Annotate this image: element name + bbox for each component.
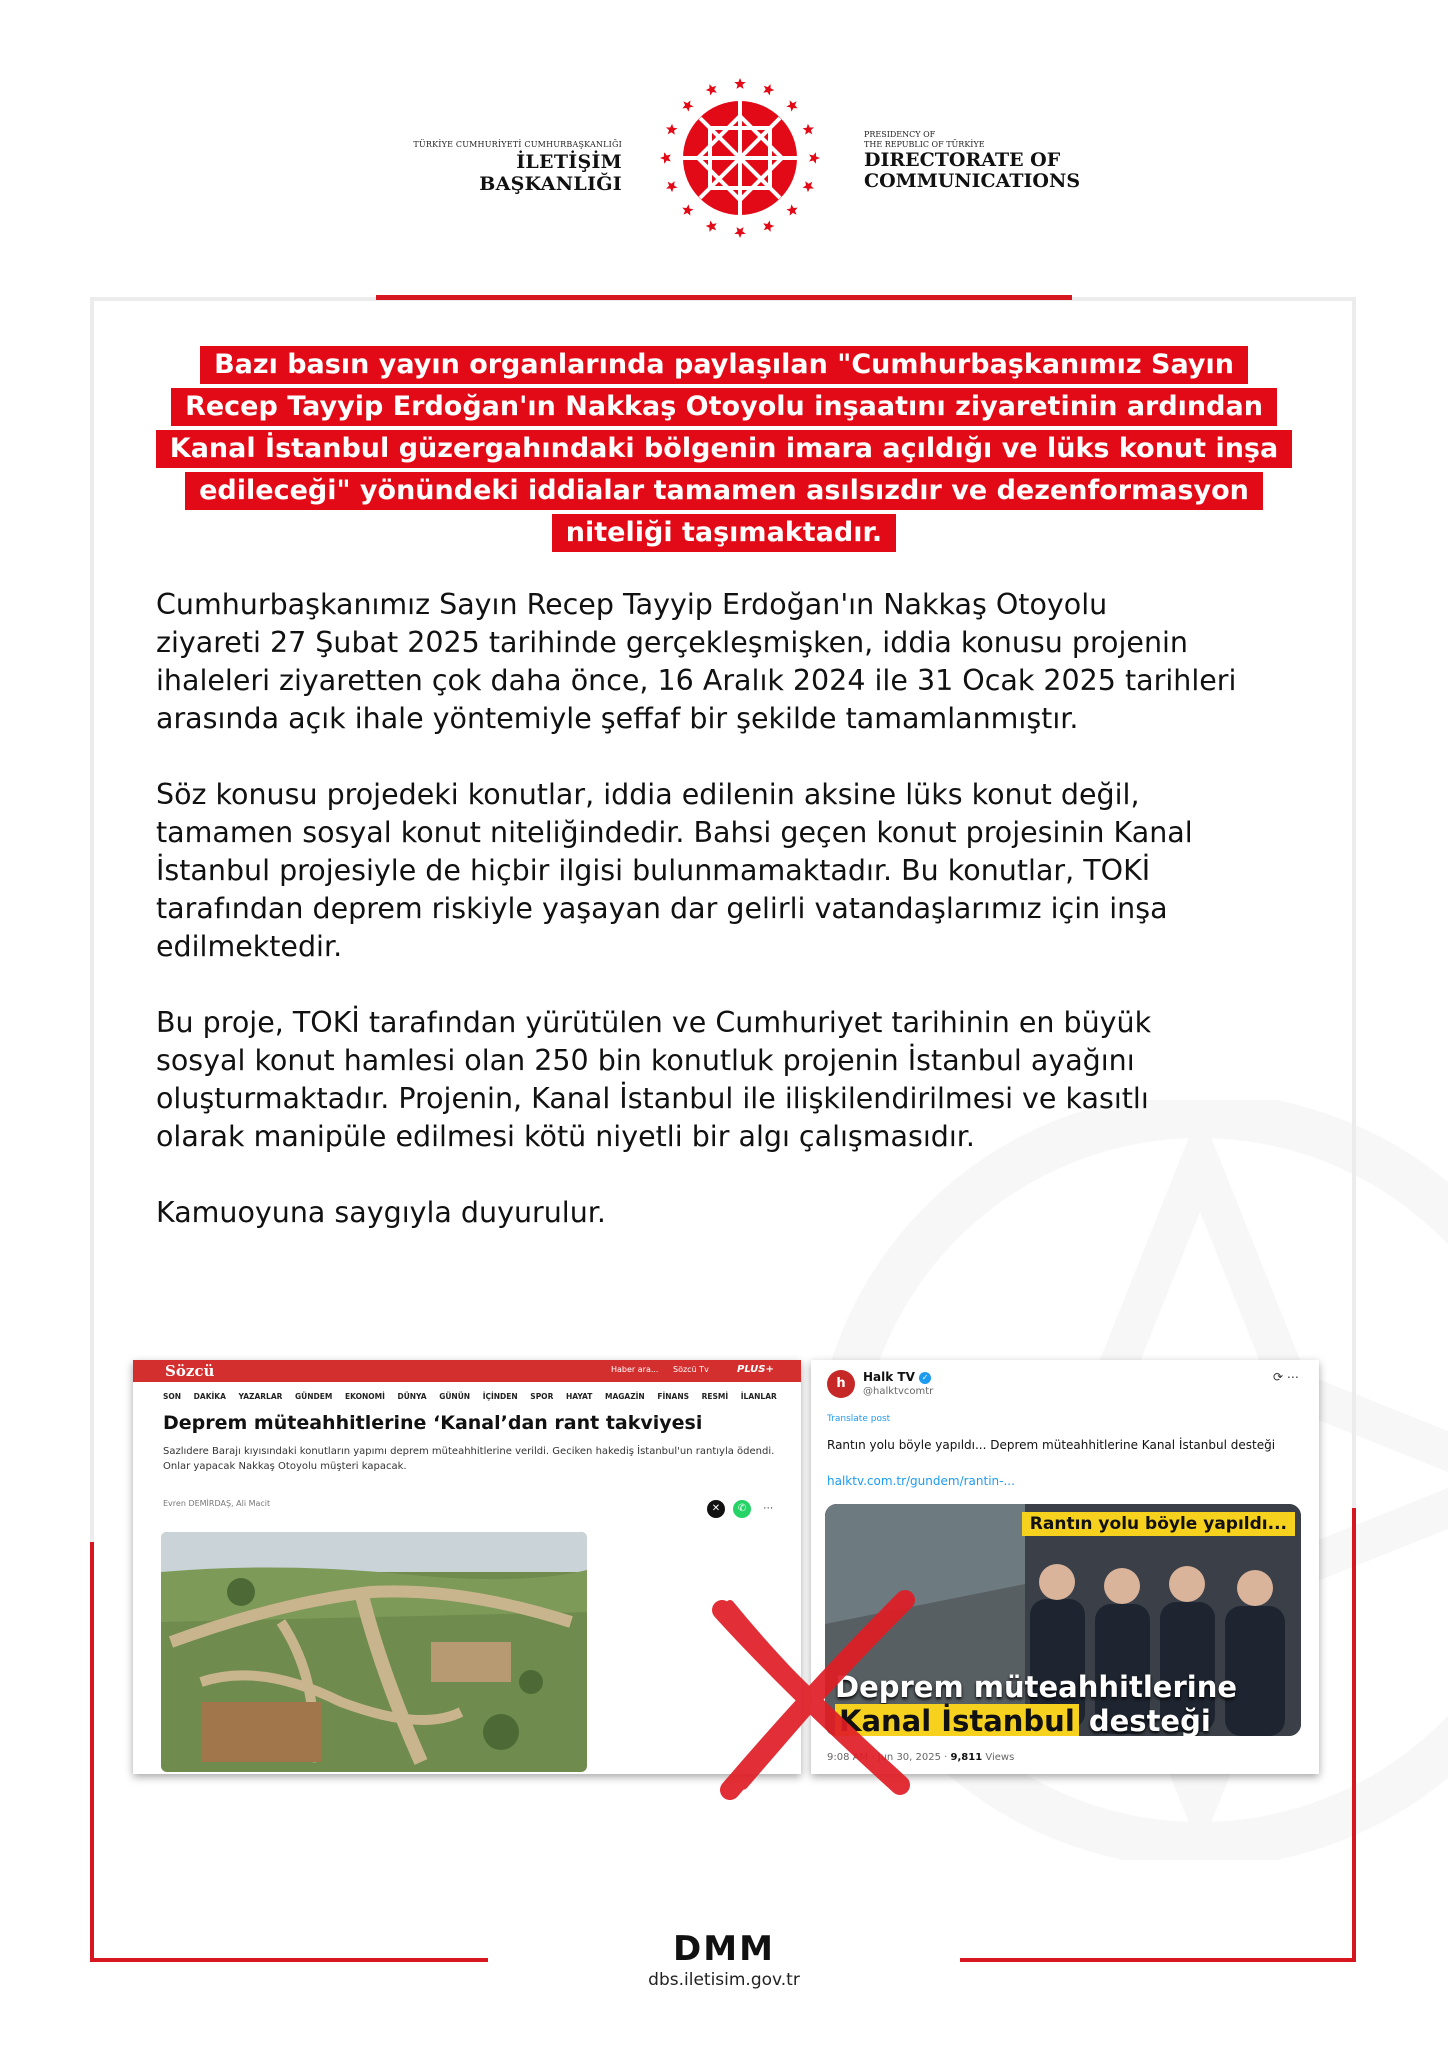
paragraph-1 <box>156 586 1316 738</box>
emblem-star <box>734 227 745 238</box>
emblem-star <box>682 100 693 111</box>
frame-right-accent <box>1352 1508 1356 1962</box>
sozcu-logo: Sözcü <box>165 1362 215 1380</box>
post-views-count: 9,811 <box>950 1752 983 1763</box>
card-banner: Rantın yolu böyle yapıldı... <box>1022 1512 1295 1536</box>
headline <box>120 344 1328 554</box>
halktv-avatar: h <box>827 1370 855 1398</box>
emblem-star <box>786 100 797 111</box>
construction-site-photo <box>161 1532 587 1772</box>
body-line: olarak manipüle edilmesi kötü niyetli bir algı çalışmasıdır. <box>156 1120 975 1153</box>
body-line: ziyareti 27 Şubat 2025 tarihinde gerçekleşmişken, iddia konusu projenin <box>156 626 1188 659</box>
body-line: Söz konusu projedeki konutlar, iddia edilenin aksine lüks konut değil, <box>156 778 1140 811</box>
frame-bottom-right <box>960 1958 1356 1962</box>
headline-line: edileceği" yönündeki iddialar tamamen asılsızdır ve dezenformasyon <box>185 472 1263 510</box>
header-left-big: İLETİŞİM BAŞKANLIĞI <box>479 151 622 195</box>
emblem-star <box>734 78 745 89</box>
sozcu-article-subtitle: Sazlıdere Barajı kıyısındaki konutların yapımı deprem müteahhitlerine verildi. Geciken hakediş İstanbul'un rantıyla ödendi. Onlar yapacak Nakkaş Otoyolu müşteri kapacak. <box>163 1446 775 1472</box>
caption-rest: desteği <box>1078 1704 1211 1736</box>
emblem-star <box>803 181 814 192</box>
emblem-star <box>660 152 671 163</box>
emblem-star <box>706 84 717 95</box>
sozcu-nav: SON DAKİKA YAZARLAR GÜNDEM EKONOMİ DÜNYA GÜNÜN İÇİNDEN SPOR HAYAT MAGAZİN FİNANS RESMİ İLANLAR <box>163 1392 777 1401</box>
body-line: sosyal konut hamlesi olan 250 bin konutluk projenin İstanbul ayağını <box>156 1044 1135 1077</box>
caption-highlight: Kanal İstanbul <box>835 1704 1079 1736</box>
frame-top-accent <box>376 295 1072 300</box>
body-line: İstanbul projesiyle de hiçbir ilgisi bulunmamaktadır. Bu konutlar, TOKİ <box>156 854 1151 887</box>
dmm-logo <box>635 1932 813 1964</box>
frame-right <box>1352 297 1356 1542</box>
more-options-icon: ⟳ ⋯ <box>1273 1370 1299 1384</box>
headline-line: Bazı basın yayın organlarında paylaşılan "Cumhurbaşkanımız Sayın <box>200 346 1248 384</box>
header-right-small-1: PRESIDENCY OF <box>864 130 936 139</box>
statement-body <box>156 586 1316 1270</box>
emblem-star <box>809 152 820 163</box>
header-right-small-2: THE REPUBLIC OF TÜRKİYE <box>864 140 985 149</box>
iletisim-logo-text <box>372 140 622 195</box>
paragraph-3 <box>156 1004 1316 1156</box>
halktv-name <box>863 1370 931 1384</box>
headline-line: niteliği taşımaktadır. <box>552 514 896 552</box>
emblem-star <box>786 204 797 215</box>
post-date: 9:08 AM · Jun 30, 2025 · <box>827 1752 951 1763</box>
frame-bottom-left <box>90 1958 488 1962</box>
body-line: ihaleleri ziyaretten çok daha önce, 16 Aralık 2024 ile 31 Ocak 2025 tarihleri <box>156 664 1237 697</box>
sozcu-author: Evren DEMİRDAŞ, Ali Macit <box>163 1499 271 1508</box>
header <box>0 70 1448 250</box>
presidential-emblem-icon <box>655 70 825 250</box>
more-icon: ⋯ <box>759 1500 777 1518</box>
emblem-star <box>706 221 717 232</box>
header-right-big-2: COMMUNICATIONS <box>864 170 1081 192</box>
body-line: oluşturmaktadır. Projenin, Kanal İstanbul ile ilişkilendirilmesi ve kasıtlı <box>156 1082 1149 1115</box>
post-link: halktv.com.tr/gundem/rantin-... <box>827 1474 1015 1488</box>
frame-left-accent <box>90 1542 94 1962</box>
halktv-handle: @halktvcomtr <box>863 1386 934 1397</box>
sozcu-search: Haber ara... <box>611 1365 659 1374</box>
post-text: Rantın yolu böyle yapıldı... Deprem müteahhitlerine Kanal İstanbul desteği <box>827 1438 1276 1452</box>
sozcu-article-title: Deprem müteahhitlerine ‘Kanal’dan rant takviyesi <box>163 1412 703 1434</box>
closing-line: Kamuoyuna saygıyla duyurulur. <box>156 1196 606 1229</box>
sozcu-tv: Sözcü Tv <box>673 1365 709 1374</box>
card-caption-line1: Deprem müteahhitlerine <box>835 1670 1238 1704</box>
body-line: edilmektedir. <box>156 930 343 963</box>
emblem-star <box>666 124 677 135</box>
body-line: arasında açık ihale yöntemiyle şeffaf bir şekilde tamamlanmıştır. <box>156 702 1079 735</box>
header-left-small: TÜRKİYE CUMHURİYETİ CUMHURBAŞKANLIĞI <box>413 140 622 149</box>
translate-post: Translate post <box>827 1414 891 1424</box>
account-name: Halk TV <box>863 1370 915 1384</box>
sozcu-share-icons <box>707 1496 780 1518</box>
dmm-logo-text: DMM <box>673 1932 775 1964</box>
verified-icon: ✓ <box>919 1372 931 1384</box>
sozcu-plus: PLUS+ <box>737 1364 774 1375</box>
body-line: Cumhurbaşkanımız Sayın Recep Tayyip Erdoğan'ın Nakkaş Otoyolu <box>156 588 1108 621</box>
red-cross-mark-icon <box>700 1590 920 1800</box>
whatsapp-share-icon: ✆ <box>733 1500 751 1518</box>
footer-url: dbs.iletisim.gov.tr <box>648 1970 800 1990</box>
emblem-star <box>666 181 677 192</box>
headline-line: Kanal İstanbul güzergahındaki bölgenin imara açıldığı ve lüks konut inşa <box>156 430 1292 468</box>
headline-line: Recep Tayyip Erdoğan'ın Nakkaş Otoyolu inşaatını ziyaretinin ardından <box>171 388 1277 426</box>
paragraph-2 <box>156 776 1316 966</box>
emblem-star <box>682 204 693 215</box>
x-share-icon: ✕ <box>707 1500 725 1518</box>
post-views-label: Views <box>982 1752 1015 1763</box>
emblem-star <box>803 124 814 135</box>
emblem-star <box>763 221 774 232</box>
header-right-big-1: DIRECTORATE OF <box>864 149 1061 171</box>
sozcu-topbar <box>133 1360 801 1382</box>
emblem-star <box>763 84 774 95</box>
body-line: Bu proje, TOKİ tarafından yürütülen ve Cumhuriyet tarihinin en büyük <box>156 1006 1152 1039</box>
body-line: tamamen sosyal konut niteliğindedir. Bahsi geçen konut projesinin Kanal <box>156 816 1193 849</box>
frame-left <box>90 297 94 1542</box>
directorate-logo-text <box>864 130 1124 192</box>
body-line: tarafından deprem riskiyle yaşayan dar gelirli vatandaşlarımız için inşa <box>156 892 1168 925</box>
